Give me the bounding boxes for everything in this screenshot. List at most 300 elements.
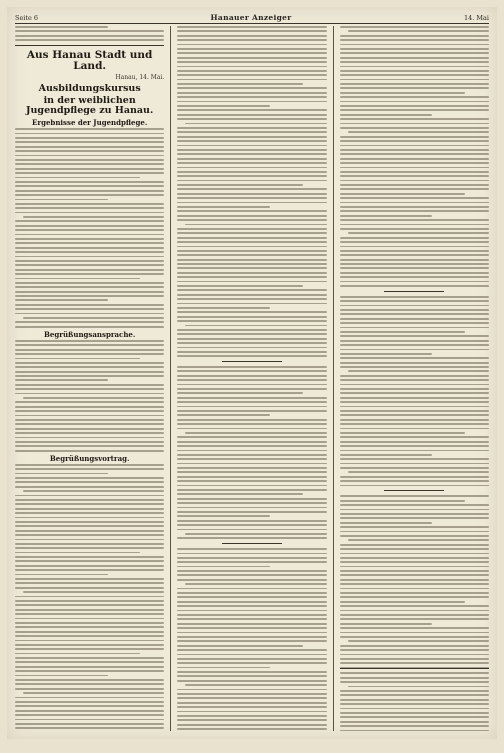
text-line (177, 342, 326, 344)
text-line (15, 587, 164, 589)
text-line (348, 370, 489, 372)
text-line (15, 251, 164, 253)
text-block (340, 672, 489, 731)
text-line (177, 623, 326, 625)
text-line (340, 309, 489, 311)
text-line (177, 232, 326, 234)
text-line (340, 423, 489, 425)
text-line (177, 171, 326, 173)
text-line (15, 600, 164, 602)
text-line (15, 521, 164, 523)
text-line (340, 504, 489, 506)
text-line (177, 511, 326, 513)
text-line (340, 463, 489, 465)
text-line (15, 618, 164, 620)
headline-line-1: Ausbildungskursus (38, 83, 141, 94)
text-line (340, 397, 489, 399)
text-line (15, 177, 140, 179)
text-line (340, 596, 489, 598)
divider (15, 45, 164, 46)
text-line (177, 272, 326, 274)
text-line (15, 648, 164, 650)
page-number: Seite 6 (15, 13, 39, 22)
text-line (340, 281, 489, 283)
text-line (177, 149, 326, 151)
text-line (15, 30, 164, 32)
text-line (177, 83, 302, 85)
text-line (177, 640, 326, 642)
text-line (340, 721, 489, 723)
text-line (177, 463, 326, 465)
text-line (23, 692, 164, 694)
text-line (177, 561, 326, 563)
text-line (177, 524, 326, 526)
text-line (340, 513, 489, 515)
text-line (340, 175, 489, 177)
text-line (15, 499, 164, 501)
text-line (177, 570, 326, 572)
text-line (177, 87, 326, 89)
text-line (15, 464, 164, 466)
text-line (340, 66, 489, 68)
text-line (340, 548, 489, 550)
text-line (177, 697, 326, 699)
text-line (340, 557, 489, 559)
text-line (15, 366, 164, 368)
text-line (340, 344, 489, 346)
text-line (340, 694, 489, 696)
text-line (177, 553, 326, 555)
text-line (15, 286, 164, 288)
text-line (15, 565, 164, 567)
text-line (177, 379, 326, 381)
text-line (340, 649, 489, 651)
text-line (340, 495, 489, 497)
text-line (185, 432, 326, 434)
text-line (340, 645, 489, 647)
text-line (340, 171, 489, 173)
text-line (348, 131, 489, 133)
text-line (177, 39, 326, 41)
text-line (15, 340, 164, 342)
text-line (177, 96, 326, 98)
text-line (177, 355, 326, 357)
text-line (340, 509, 489, 511)
text-line (177, 114, 326, 116)
text-line (15, 666, 164, 668)
text-line (177, 675, 326, 677)
text-line (340, 224, 489, 226)
text-line (340, 605, 489, 607)
text-line (340, 237, 489, 239)
text-line (177, 489, 326, 491)
text-line (15, 278, 140, 280)
text-line (340, 517, 489, 519)
text-line (177, 347, 326, 349)
text-line (340, 570, 489, 572)
text-line (340, 241, 489, 243)
text-line (340, 623, 433, 625)
text-line (340, 158, 489, 160)
text-line (15, 194, 164, 196)
text-line (15, 159, 164, 161)
text-line (23, 216, 164, 218)
text-line (340, 618, 489, 620)
text-line (15, 714, 164, 716)
text-line (348, 640, 489, 642)
text-line (177, 316, 326, 318)
text-line (177, 693, 326, 695)
text-line (340, 544, 489, 546)
text-line (340, 26, 489, 28)
text-line (15, 508, 164, 510)
text-line (177, 276, 326, 278)
text-line (177, 48, 326, 50)
text-line (177, 136, 326, 138)
text-block (177, 26, 326, 357)
text-line (177, 101, 326, 103)
text-line (15, 569, 164, 571)
subhead-greeting: Begrüßungsansprache. (44, 329, 136, 339)
text-line (177, 175, 326, 177)
text-line (15, 679, 164, 681)
text-line (15, 675, 108, 677)
text-line (340, 114, 433, 116)
text-line (340, 215, 433, 217)
text-block (15, 26, 164, 41)
text-line (340, 118, 489, 120)
text-line (340, 458, 489, 460)
text-line (177, 307, 270, 309)
text-line (177, 210, 326, 212)
text-line (177, 311, 326, 313)
text-line (177, 57, 326, 59)
text-line (340, 658, 489, 660)
text-line (340, 300, 489, 302)
text-line (15, 185, 164, 187)
text-line (177, 74, 326, 76)
divider (384, 291, 444, 292)
text-line (177, 592, 326, 594)
text-line (340, 375, 489, 377)
text-line (177, 241, 326, 243)
text-line (340, 327, 489, 329)
text-line (15, 727, 164, 729)
text-line (340, 331, 465, 333)
text-line (340, 145, 489, 147)
text-line (340, 48, 489, 50)
text-line (15, 560, 164, 562)
text-line (340, 184, 489, 186)
text-line (340, 561, 489, 563)
text-line (185, 583, 326, 585)
text-line (15, 379, 108, 381)
text-line (177, 61, 326, 63)
text-line (177, 618, 326, 620)
text-line (177, 70, 326, 72)
text-line (15, 432, 164, 434)
text-line (15, 128, 164, 130)
text-block (177, 548, 326, 731)
text-line (177, 515, 270, 517)
text-line (15, 556, 164, 558)
text-line (15, 141, 164, 143)
text-line (340, 305, 489, 307)
text-line (177, 467, 326, 469)
text-line (15, 653, 140, 655)
text-line (177, 715, 326, 717)
text-line (340, 127, 489, 129)
text-line (177, 579, 326, 581)
text-line (15, 269, 164, 271)
text-block (340, 296, 489, 487)
text-line (15, 384, 164, 386)
text-line (177, 263, 326, 265)
text-line (340, 70, 489, 72)
masthead (15, 12, 489, 24)
text-line (177, 502, 326, 504)
text-line (177, 206, 270, 208)
text-line (177, 294, 326, 296)
text-line (15, 163, 164, 165)
text-line (177, 645, 302, 647)
text-line (177, 414, 270, 416)
text-line (340, 476, 489, 478)
text-line (177, 92, 326, 94)
text-line (15, 428, 164, 430)
text-line (340, 197, 489, 199)
text-line (340, 632, 489, 634)
text-line (177, 454, 326, 456)
text-line (15, 683, 164, 685)
text-line (185, 533, 326, 535)
text-line (340, 87, 489, 89)
text-line (177, 445, 326, 447)
text-line (177, 507, 326, 509)
text-line (15, 260, 164, 262)
text-line (15, 701, 164, 703)
text-line (15, 273, 164, 275)
text-line (340, 384, 489, 386)
text-line (177, 401, 326, 403)
text-line (177, 35, 326, 37)
text-line (15, 344, 164, 346)
text-line (340, 149, 489, 151)
text-line (340, 392, 489, 394)
text-line (177, 370, 326, 372)
text-line (177, 458, 326, 460)
text-line (340, 362, 489, 364)
text-line (177, 66, 326, 68)
text-line (340, 579, 489, 581)
text-line (15, 635, 164, 637)
issue-date: 14. Mai (463, 13, 489, 22)
text-line (177, 167, 326, 169)
divider (222, 361, 282, 362)
text-line (177, 30, 326, 32)
text-line (177, 498, 326, 500)
column-rule (170, 26, 171, 731)
text-line (340, 428, 489, 430)
text-line (15, 393, 164, 395)
text-line (177, 109, 326, 111)
text-line (177, 333, 326, 335)
text-line (340, 681, 489, 683)
text-line (15, 313, 164, 315)
text-line (177, 375, 326, 377)
text-line (177, 145, 326, 147)
text-line (15, 172, 164, 174)
text-line (177, 662, 326, 664)
text-line (340, 136, 489, 138)
text-line (348, 232, 489, 234)
text-line (177, 480, 326, 482)
text-line (340, 414, 489, 416)
text-line (15, 719, 164, 721)
text-line (340, 193, 465, 195)
text-line (340, 614, 489, 616)
text-line (340, 716, 489, 718)
text-line (177, 329, 326, 331)
text-line (15, 181, 164, 183)
text-line (15, 326, 164, 328)
text-line (15, 477, 164, 479)
text-line (340, 272, 489, 274)
text-line (340, 725, 489, 727)
divider (384, 490, 444, 491)
text-line (340, 61, 489, 63)
text-line (340, 703, 489, 705)
text-line (15, 242, 164, 244)
text-line (177, 410, 326, 412)
text-line (177, 118, 326, 120)
text-line (15, 190, 164, 192)
text-line (185, 224, 326, 226)
text-line (340, 654, 489, 656)
text-line (340, 79, 489, 81)
text-line (340, 610, 489, 612)
text-line (340, 672, 489, 674)
text-block (15, 464, 164, 731)
text-line (340, 353, 433, 355)
text-line (15, 419, 164, 421)
text-line (177, 188, 326, 190)
text-line (348, 30, 489, 32)
text-line (177, 601, 326, 603)
text-line (340, 285, 489, 287)
text-line (15, 353, 164, 355)
subhead-results: Ergebnisse der Jugendpflege. (32, 117, 148, 127)
text-line (15, 547, 164, 549)
text-line (177, 193, 326, 195)
text-line (177, 596, 326, 598)
text-line (340, 105, 489, 107)
text-line (340, 44, 489, 46)
text-line (177, 351, 326, 353)
text-line (177, 649, 326, 651)
right-column (340, 26, 489, 731)
text-line (177, 52, 326, 54)
text-line (177, 384, 326, 386)
text-line (15, 473, 108, 475)
text-line (340, 153, 489, 155)
text-line (15, 321, 164, 323)
headline-line-2: in der weiblichen Jugendpflege zu Hanau. (26, 94, 154, 116)
text-line (177, 485, 326, 487)
text-line (177, 298, 326, 300)
text-line (340, 636, 489, 638)
text-line (177, 428, 326, 430)
text-line (177, 131, 326, 133)
text-block (15, 340, 164, 452)
text-line (340, 436, 489, 438)
text-line (340, 35, 489, 37)
text-line (177, 702, 326, 704)
text-line (23, 397, 164, 399)
text-line (15, 371, 164, 373)
text-line (340, 210, 489, 212)
text-line (340, 206, 489, 208)
text-line (340, 699, 489, 701)
text-line (340, 52, 489, 54)
text-line (177, 388, 326, 390)
text-line (177, 441, 326, 443)
text-line (340, 335, 489, 337)
text-line (15, 613, 164, 615)
text-line (177, 632, 326, 634)
text-line (177, 493, 302, 495)
text-line (340, 123, 489, 125)
text-line (15, 486, 164, 488)
text-line (340, 267, 489, 269)
text-line (340, 96, 489, 98)
text-line (15, 150, 164, 152)
text-line (177, 228, 326, 230)
text-line (177, 471, 326, 473)
text-line (15, 644, 164, 646)
text-line (177, 162, 326, 164)
text-block (340, 495, 489, 668)
text-line (177, 281, 326, 283)
text-line (177, 289, 326, 291)
text-line (340, 349, 489, 351)
text-line (340, 263, 489, 265)
text-line (15, 199, 108, 201)
text-line (15, 220, 164, 222)
text-line (177, 184, 302, 186)
text-line (340, 522, 433, 524)
text-line (15, 631, 164, 633)
text-line (340, 500, 465, 502)
text-line (15, 705, 164, 707)
text-line (340, 531, 489, 533)
text-line (15, 481, 164, 483)
text-line (15, 670, 164, 672)
text-line (15, 450, 164, 452)
text-line (177, 711, 326, 713)
text-line (340, 583, 489, 585)
text-line (15, 155, 164, 157)
text-line (177, 219, 326, 221)
text-line (177, 127, 326, 129)
text-line (348, 471, 489, 473)
text-line (348, 539, 489, 541)
text-line (15, 423, 164, 425)
text-line (340, 588, 489, 590)
text-line (177, 605, 326, 607)
text-line (340, 322, 489, 324)
text-line (15, 256, 164, 258)
